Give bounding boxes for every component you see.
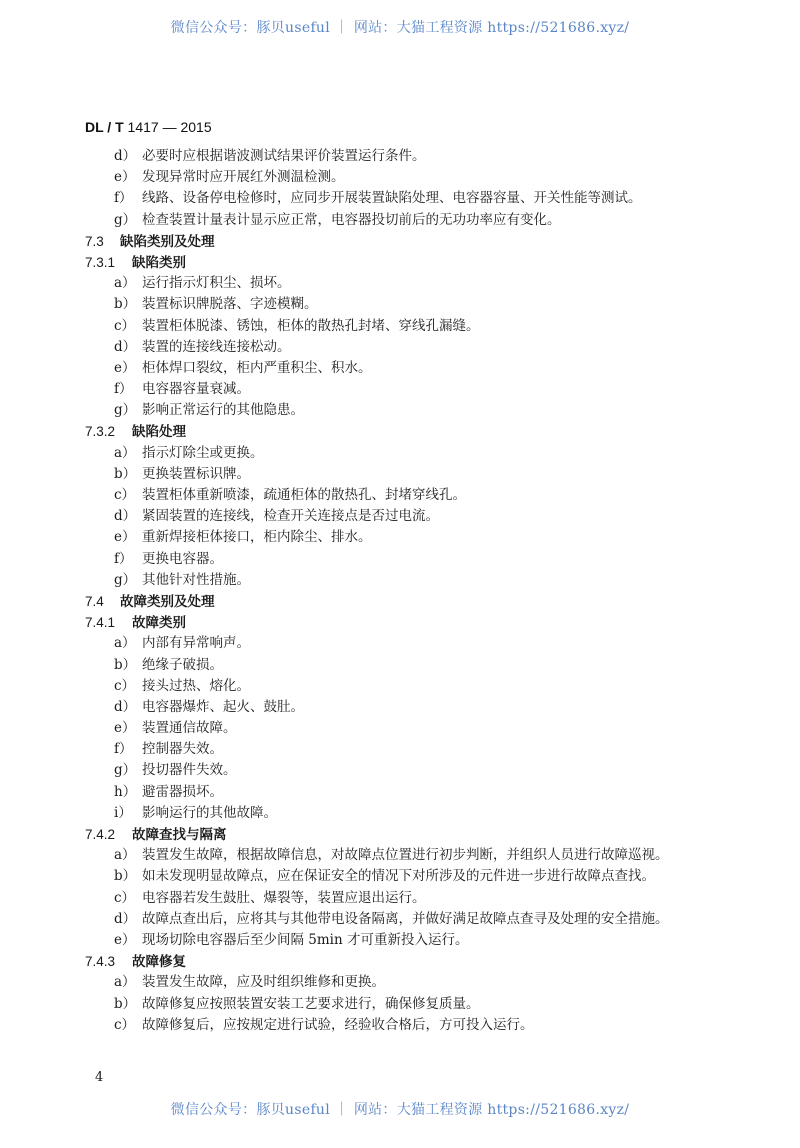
list-item <box>85 443 725 464</box>
list-item-label: d） <box>114 148 137 164</box>
list-item-label: f） <box>114 550 133 567</box>
list-item-text: 电容器爆炸、起火、鼓肚。 <box>142 698 304 715</box>
list-item-label: a） <box>114 444 136 461</box>
subsection-heading-7-4-2: 7.4.2 故障查找与隔离 <box>85 827 227 842</box>
defect-category-list <box>85 273 725 421</box>
list-item-text: 发现异常时应开展红外测温检测。 <box>142 169 345 186</box>
list-item <box>85 930 725 951</box>
subsection-heading-7-3-1: 7.3.1 缺陷类别 <box>85 254 186 270</box>
list-item-text: 避雷器损坏。 <box>142 783 223 800</box>
list-item-text: 更换电容器。 <box>142 550 223 567</box>
list-item-text: 装置柜体脱漆、锈蚀，柜体的散热孔封堵、穿线孔漏缝。 <box>142 317 480 334</box>
list-item-text: 内部有异常响声。 <box>142 635 250 652</box>
list-item-label: e） <box>114 169 136 186</box>
list-item <box>85 188 725 209</box>
list-item <box>85 718 725 739</box>
list-item-text: 现场切除电容器后至少间隔 5min 才可重新投入运行。 <box>142 931 469 948</box>
list-item <box>85 167 725 188</box>
list-item <box>85 294 725 315</box>
list-item-label: e） <box>114 529 136 546</box>
list-item <box>85 400 725 421</box>
list-item-label: a） <box>114 635 136 652</box>
list-item-label: e） <box>114 931 136 948</box>
subsection-heading-7-3-2: 7.3.2 缺陷处理 <box>85 424 186 440</box>
doc-number: 1417 — 2015 <box>127 119 212 135</box>
list-item-label: b） <box>114 465 137 482</box>
list-item-text: 线路、设备停电检修时，应同步开展装置缺陷处理、电容器容量、开关性能等测试。 <box>142 190 642 207</box>
list-item-text: 紧固装置的连接线，检查开关连接点是否过电流。 <box>142 508 439 525</box>
list-item-label: c） <box>114 487 136 503</box>
list-item-text: 装置柜体重新喷漆，疏通柜体的散热孔、封堵穿线孔。 <box>142 487 466 503</box>
list-item <box>85 866 725 887</box>
list-item <box>85 803 725 824</box>
list-item <box>85 549 725 570</box>
fault-isolation-list <box>85 845 725 951</box>
list-item-label: a） <box>114 974 136 991</box>
list-item-label: f） <box>114 190 133 207</box>
list-item-text: 装置发生故障，根据故障信息，对故障点位置进行初步判断，并组织人员进行故障巡视。 <box>142 847 669 864</box>
page-number: 4 <box>95 1070 104 1085</box>
list-item-text: 电容器若发生鼓肚、爆裂等，装置应退出运行。 <box>142 889 426 906</box>
list-item-text: 投切器件失效。 <box>142 762 237 779</box>
list-item-text: 如未发现明显故障点，应在保证安全的情况下对所涉及的元件进一步进行故障点查找。 <box>142 868 655 885</box>
list-item <box>85 210 725 231</box>
subsection-heading-7-4-1: 7.4.1 故障类别 <box>85 615 186 631</box>
list-item-text: 更换装置标识牌。 <box>142 465 250 482</box>
list-item-text: 指示灯除尘或更换。 <box>142 444 264 461</box>
list-item-text: 影响正常运行的其他隐患。 <box>142 402 304 419</box>
list-item <box>85 506 725 527</box>
list-item <box>85 909 725 930</box>
list-item-text: 运行指示灯积尘、损坏。 <box>142 275 291 292</box>
list-item-label: d） <box>114 338 137 355</box>
intro-list <box>85 146 725 231</box>
list-item-label: g） <box>114 571 137 588</box>
list-item <box>85 316 725 337</box>
list-item <box>85 464 725 485</box>
list-item-label: a） <box>114 275 136 292</box>
list-item-label: c） <box>114 889 136 906</box>
doc-prefix: DL / T <box>85 119 124 135</box>
defect-handling-list <box>85 443 725 591</box>
list-item-label: c） <box>114 317 136 334</box>
watermark-top: 微信公众号：豚贝useful ｜ 网站：大猫工程资源 https://521686.xyz/ <box>170 20 630 36</box>
list-item-text: 故障修复后，应按规定进行试验，经验收合格后，方可投入运行。 <box>142 1016 534 1033</box>
list-item <box>85 739 725 760</box>
document-body <box>85 146 725 1036</box>
list-item-text: 装置发生故障，应及时组织维修和更换。 <box>142 974 385 991</box>
list-item <box>85 697 725 718</box>
list-item-label: c） <box>114 1016 136 1033</box>
list-item <box>85 570 725 591</box>
subsection-heading-7-4-3: 7.4.3 故障修复 <box>85 954 186 970</box>
list-item <box>85 782 725 803</box>
list-item-text: 柜体焊口裂纹，柜内严重积尘、积水。 <box>142 359 372 376</box>
list-item-label: d） <box>114 910 137 927</box>
list-item-label: c） <box>114 677 136 694</box>
list-item-text: 装置通信故障。 <box>142 720 237 737</box>
list-item <box>85 337 725 358</box>
list-item-text: 装置标识牌脱落、字迹模糊。 <box>142 296 318 313</box>
list-item-label: f） <box>114 381 133 398</box>
document-id <box>85 119 212 135</box>
list-item <box>85 146 725 167</box>
list-item <box>85 1015 725 1036</box>
list-item-text: 必要时应根据谐波测试结果评价装置运行条件。 <box>142 148 426 164</box>
list-item-text: 影响运行的其他故障。 <box>142 804 277 821</box>
list-item-label: b） <box>114 868 137 885</box>
list-item <box>85 655 725 676</box>
list-item <box>85 845 725 866</box>
fault-repair-list <box>85 972 725 1036</box>
list-item-text: 控制器失效。 <box>142 741 223 758</box>
list-item-text: 故障修复应按照装置安装工艺要求进行，确保修复质量。 <box>142 995 480 1012</box>
list-item <box>85 485 725 506</box>
list-item <box>85 273 725 294</box>
list-item-label: g） <box>114 402 137 419</box>
list-item <box>85 633 725 654</box>
list-item-text: 检查装置计量表计显示应正常，电容器投切前后的无功功率应有变化。 <box>142 211 561 228</box>
list-item <box>85 676 725 697</box>
list-item-label: a） <box>114 847 136 864</box>
list-item <box>85 358 725 379</box>
list-item-text: 装置的连接线连接松动。 <box>142 338 291 355</box>
list-item <box>85 972 725 993</box>
list-item-label: e） <box>114 359 136 376</box>
section-heading-7-4: 7.4 故障类别及处理 <box>85 593 215 609</box>
list-item-label: b） <box>114 296 137 313</box>
list-item <box>85 994 725 1015</box>
watermark-bottom: 微信公众号：豚贝useful ｜ 网站：大猫工程资源 https://521686.xyz/ <box>170 1102 630 1118</box>
fault-category-list <box>85 633 725 824</box>
section-heading-7-3: 7.3 缺陷类别及处理 <box>85 233 215 249</box>
list-item-label: b） <box>114 656 137 673</box>
list-item <box>85 760 725 781</box>
list-item <box>85 888 725 909</box>
list-item-label: d） <box>114 698 137 715</box>
list-item-text: 重新焊接柜体接口，柜内除尘、排水。 <box>142 529 372 546</box>
list-item-label: e） <box>114 720 136 737</box>
list-item-label: d） <box>114 508 137 525</box>
list-item-label: f） <box>114 741 133 758</box>
list-item-label: g） <box>114 211 137 228</box>
list-item-text: 接头过热、熔化。 <box>142 677 250 694</box>
list-item-label: h） <box>114 783 137 800</box>
list-item-text: 绝缘子破损。 <box>142 656 223 673</box>
list-item-text: 其他针对性措施。 <box>142 571 250 588</box>
list-item-label: b） <box>114 995 137 1012</box>
list-item <box>85 527 725 548</box>
list-item-text: 故障点查出后，应将其与其他带电设备隔离，并做好满足故障点查寻及处理的安全措施。 <box>142 910 669 927</box>
list-item <box>85 379 725 400</box>
list-item-text: 电容器容量衰减。 <box>142 381 250 398</box>
list-item-label: i） <box>114 804 132 821</box>
list-item-label: g） <box>114 762 137 779</box>
